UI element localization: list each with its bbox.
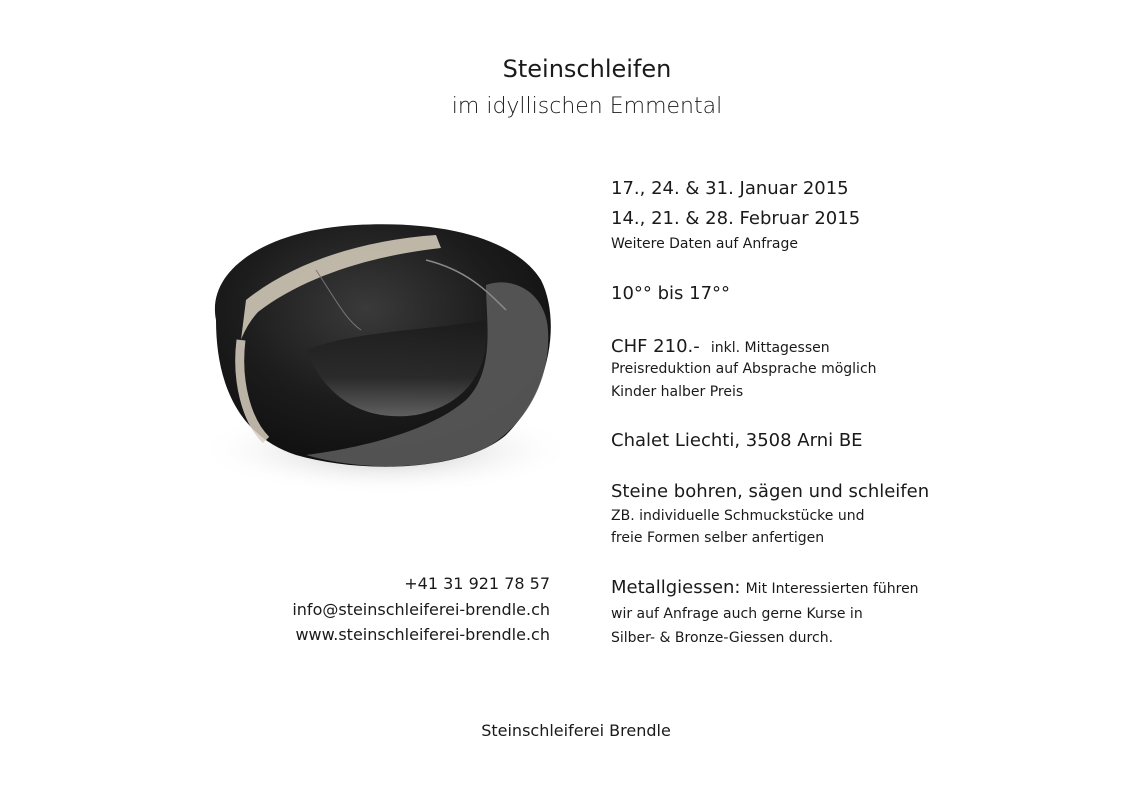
page-subtitle: im idyllischen Emmental [451,94,723,119]
metal-line2: wir auf Anfrage auch gerne Kurse in [611,606,863,622]
metal-line1: Mit Interessierten führen [745,581,919,597]
phone-number: +41 31 921 78 57 [404,574,550,593]
polished-stone-bowl-image [186,200,566,510]
course-time: 10°° bis 17°° [611,283,731,304]
price-line [611,336,830,357]
price-reduction: Preisreduktion auf Absprache möglich [611,361,877,377]
footer-name: Steinschleiferei Brendle [481,721,671,740]
dates-february: 14., 21. & 28. Februar 2015 [611,208,861,229]
metal-line [611,577,919,598]
dates-note: Weitere Daten auf Anfrage [611,236,798,252]
website-link[interactable]: www.steinschleiferei-brendle.ch [295,625,550,644]
activity-line2: freie Formen selber anfertigen [611,530,825,546]
email-link[interactable]: info@steinschleiferei-brendle.ch [292,600,550,619]
activity-line1: ZB. individuelle Schmuckstücke und [611,508,865,524]
price: CHF 210.- [611,336,700,357]
metal-title: Metallgiessen: [611,577,741,598]
price-children: Kinder halber Preis [611,384,744,400]
location: Chalet Liechti, 3508 Arni BE [611,430,863,451]
page-title: Steinschleifen [502,55,672,83]
price-note: inkl. Mittagessen [710,340,830,356]
activity-title: Steine bohren, sägen und schleifen [611,481,930,502]
metal-line3: Silber- & Bronze-Giessen durch. [611,630,834,646]
dates-january: 17., 24. & 31. Januar 2015 [611,178,849,199]
